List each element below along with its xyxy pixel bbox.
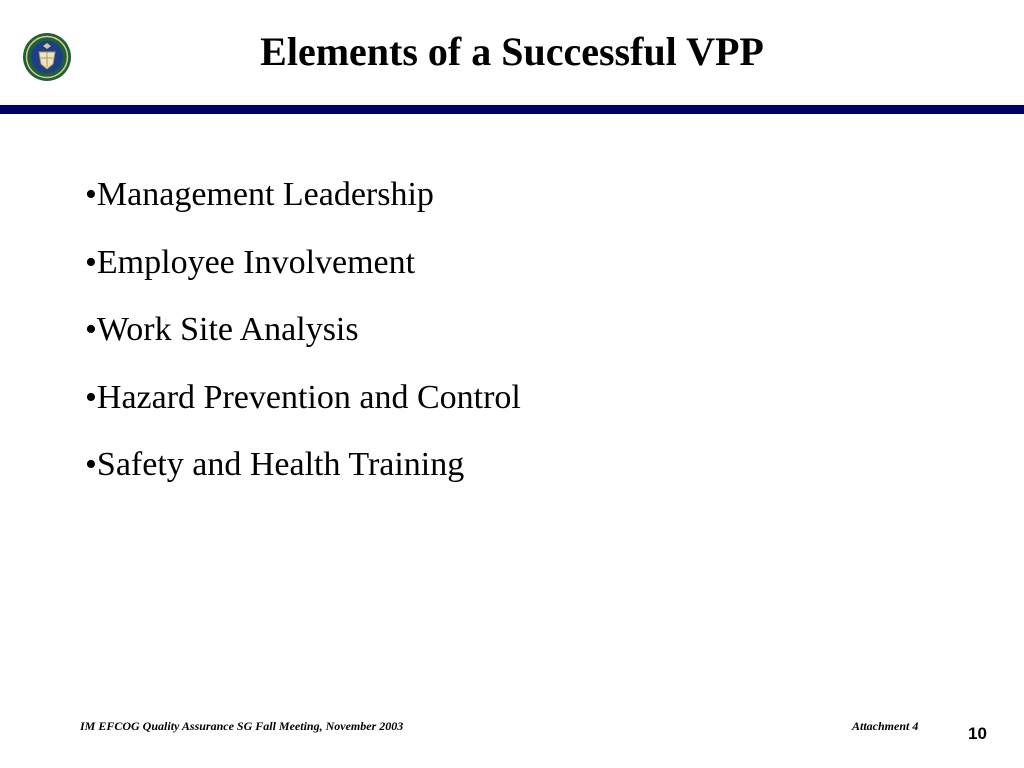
title-divider <box>0 105 1024 114</box>
bullet-item: •Work Site Analysis <box>85 311 359 348</box>
footer-attachment-text: Attachment 4 <box>852 719 919 733</box>
page-number: 10 <box>968 724 987 743</box>
slide-title: Elements of a Successful VPP <box>260 29 764 74</box>
bullet-list <box>85 172 521 510</box>
bullet-item: •Management Leadership <box>85 176 434 213</box>
bullet-item: •Safety and Health Training <box>85 446 465 483</box>
footer-meeting-text: IM EFCOG Quality Assurance SG Fall Meeting, November 2003 <box>80 719 404 733</box>
bullet-item: •Employee Involvement <box>85 243 416 281</box>
bullet-item: •Hazard Prevention and Control <box>85 378 521 416</box>
